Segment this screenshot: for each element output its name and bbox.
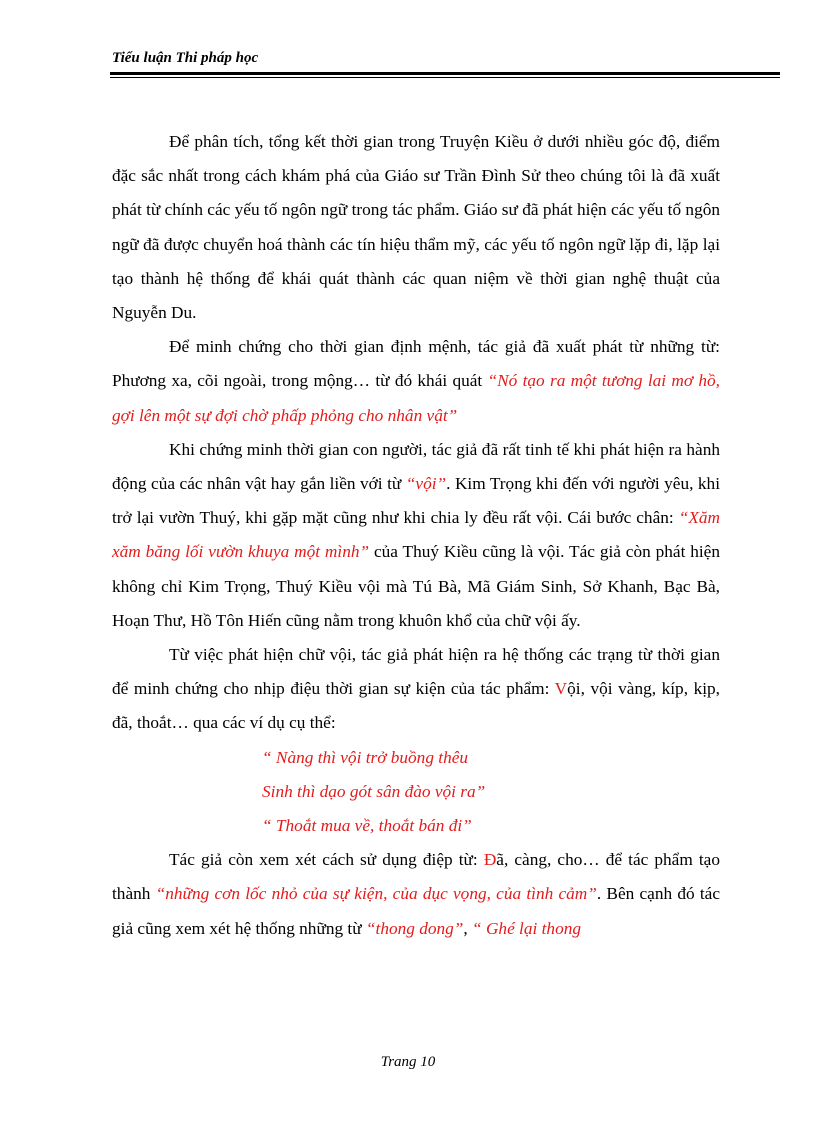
paragraph-3-quote-voi: “vội” — [405, 474, 447, 494]
paragraph-4-text-b: ội, vội vàng, kíp, kịp, đã, thoắt… qua các ví dụ cụ thể: — [112, 679, 720, 733]
paragraph-5-quote-3: “ Ghé lại thong — [472, 918, 581, 938]
page-number: Trang 10 — [380, 1054, 436, 1070]
paragraph-2 — [112, 330, 720, 433]
paragraph-4-text-a: Từ việc phát hiện chữ vội, tác giả phát hiện ra hệ thống các trạng từ thời gian để minh chứng cho nhịp điệu thời gian sự kiện của tác phẩm: — [112, 645, 720, 699]
poem-line-3: “ Thoắt mua về, thoắt bán đi” — [262, 816, 472, 836]
paragraph-4 — [112, 638, 720, 741]
paragraph-3-text-b: . Kim Trọng khi đến với người yêu, khi trở lại vườn Thuý, khi gặp mặt cũng như khi chia ly đều rất vội. Cái bước chân: — [112, 474, 720, 528]
header-rule-thick — [110, 72, 780, 75]
paragraph-2-quote: “Nó tạo ra một tương lai mơ hồ, gợi lên một sự đợi chờ phấp phỏng cho nhân vật” — [112, 371, 720, 425]
paragraph-5-quote-2: “thong dong” — [365, 918, 464, 938]
paragraph-1-text: Để phân tích, tổng kết thời gian trong Truyện Kiều ở dưới nhiều góc độ, điểm đặc sắc nhất trong cách khám phá của Giáo sư Trần Đình Sử theo chúng tôi là đã xuất phát từ chính các yếu tố ngôn ngữ trong tác phẩm. Giáo sư đã phát hiện các yếu tố ngôn ngữ đã được chuyển hoá thành các tín hiệu thẩm mỹ, các yếu tố ngôn ngữ lặp đi, lặp lại tạo thành hệ thống để khái quát thành các quan niệm về thời gian nghệ thuật của Nguyễn Du. — [112, 132, 720, 323]
paragraph-2-text: Để minh chứng cho thời gian định mệnh, tác giả đã xuất phát từ những từ: Phương xa, cõi ngoài, trong mộng… từ đó khái quát — [112, 337, 720, 391]
poem-line-2: Sinh thì dạo gót sân đào vội ra” — [262, 781, 486, 801]
paragraph-5-text-a: Tác giả còn xem xét cách sử dụng điệp từ: — [169, 850, 484, 870]
paragraph-5-quote-1: “những cơn lốc nhỏ của sự kiện, của dục vọng, của tình cảm” — [155, 884, 597, 904]
paragraph-3 — [112, 433, 720, 638]
document-body — [112, 125, 720, 946]
paragraph-5-red-letter: Đ — [483, 850, 497, 870]
poem-line-1: “ Nàng thì vội trở buồng thêu — [262, 747, 469, 767]
paragraph-3-text-c: của Thuý Kiều cũng là vội. Tác giả còn phát hiện không chỉ Kim Trọng, Thuý Kiều vội mà Tú Bà, Mã Giám Sinh, Sở Khanh, Bạc Bà, Hoạn Thư, Hồ Tôn Hiến cũng nằm trong khuôn khổ của chữ vội ấy. — [112, 542, 720, 630]
paragraph-3-quote-verse: “Xăm xăm băng lối vườn khuya một mình” — [112, 508, 720, 562]
paragraph-5-text-d: , — [463, 918, 473, 938]
poem-quote — [112, 741, 720, 844]
paragraph-1 — [112, 125, 720, 330]
header-rule-thin — [110, 77, 780, 78]
paragraph-5 — [112, 843, 720, 946]
document-header-title: Tiểu luận Thi pháp học — [112, 50, 259, 66]
paragraph-5-text-c: . Bên cạnh đó tác giả cũng xem xét hệ thống những từ — [112, 884, 721, 938]
paragraph-3-text-a: Khi chứng minh thời gian con người, tác giả đã rất tinh tế khi phát hiện ra hành động của các nhân vật hay gắn liền với từ — [112, 439, 720, 494]
paragraph-4-red-letter: V — [554, 679, 568, 699]
paragraph-5-text-b: ã, càng, cho… để tác phẩm tạo thành — [112, 850, 720, 904]
